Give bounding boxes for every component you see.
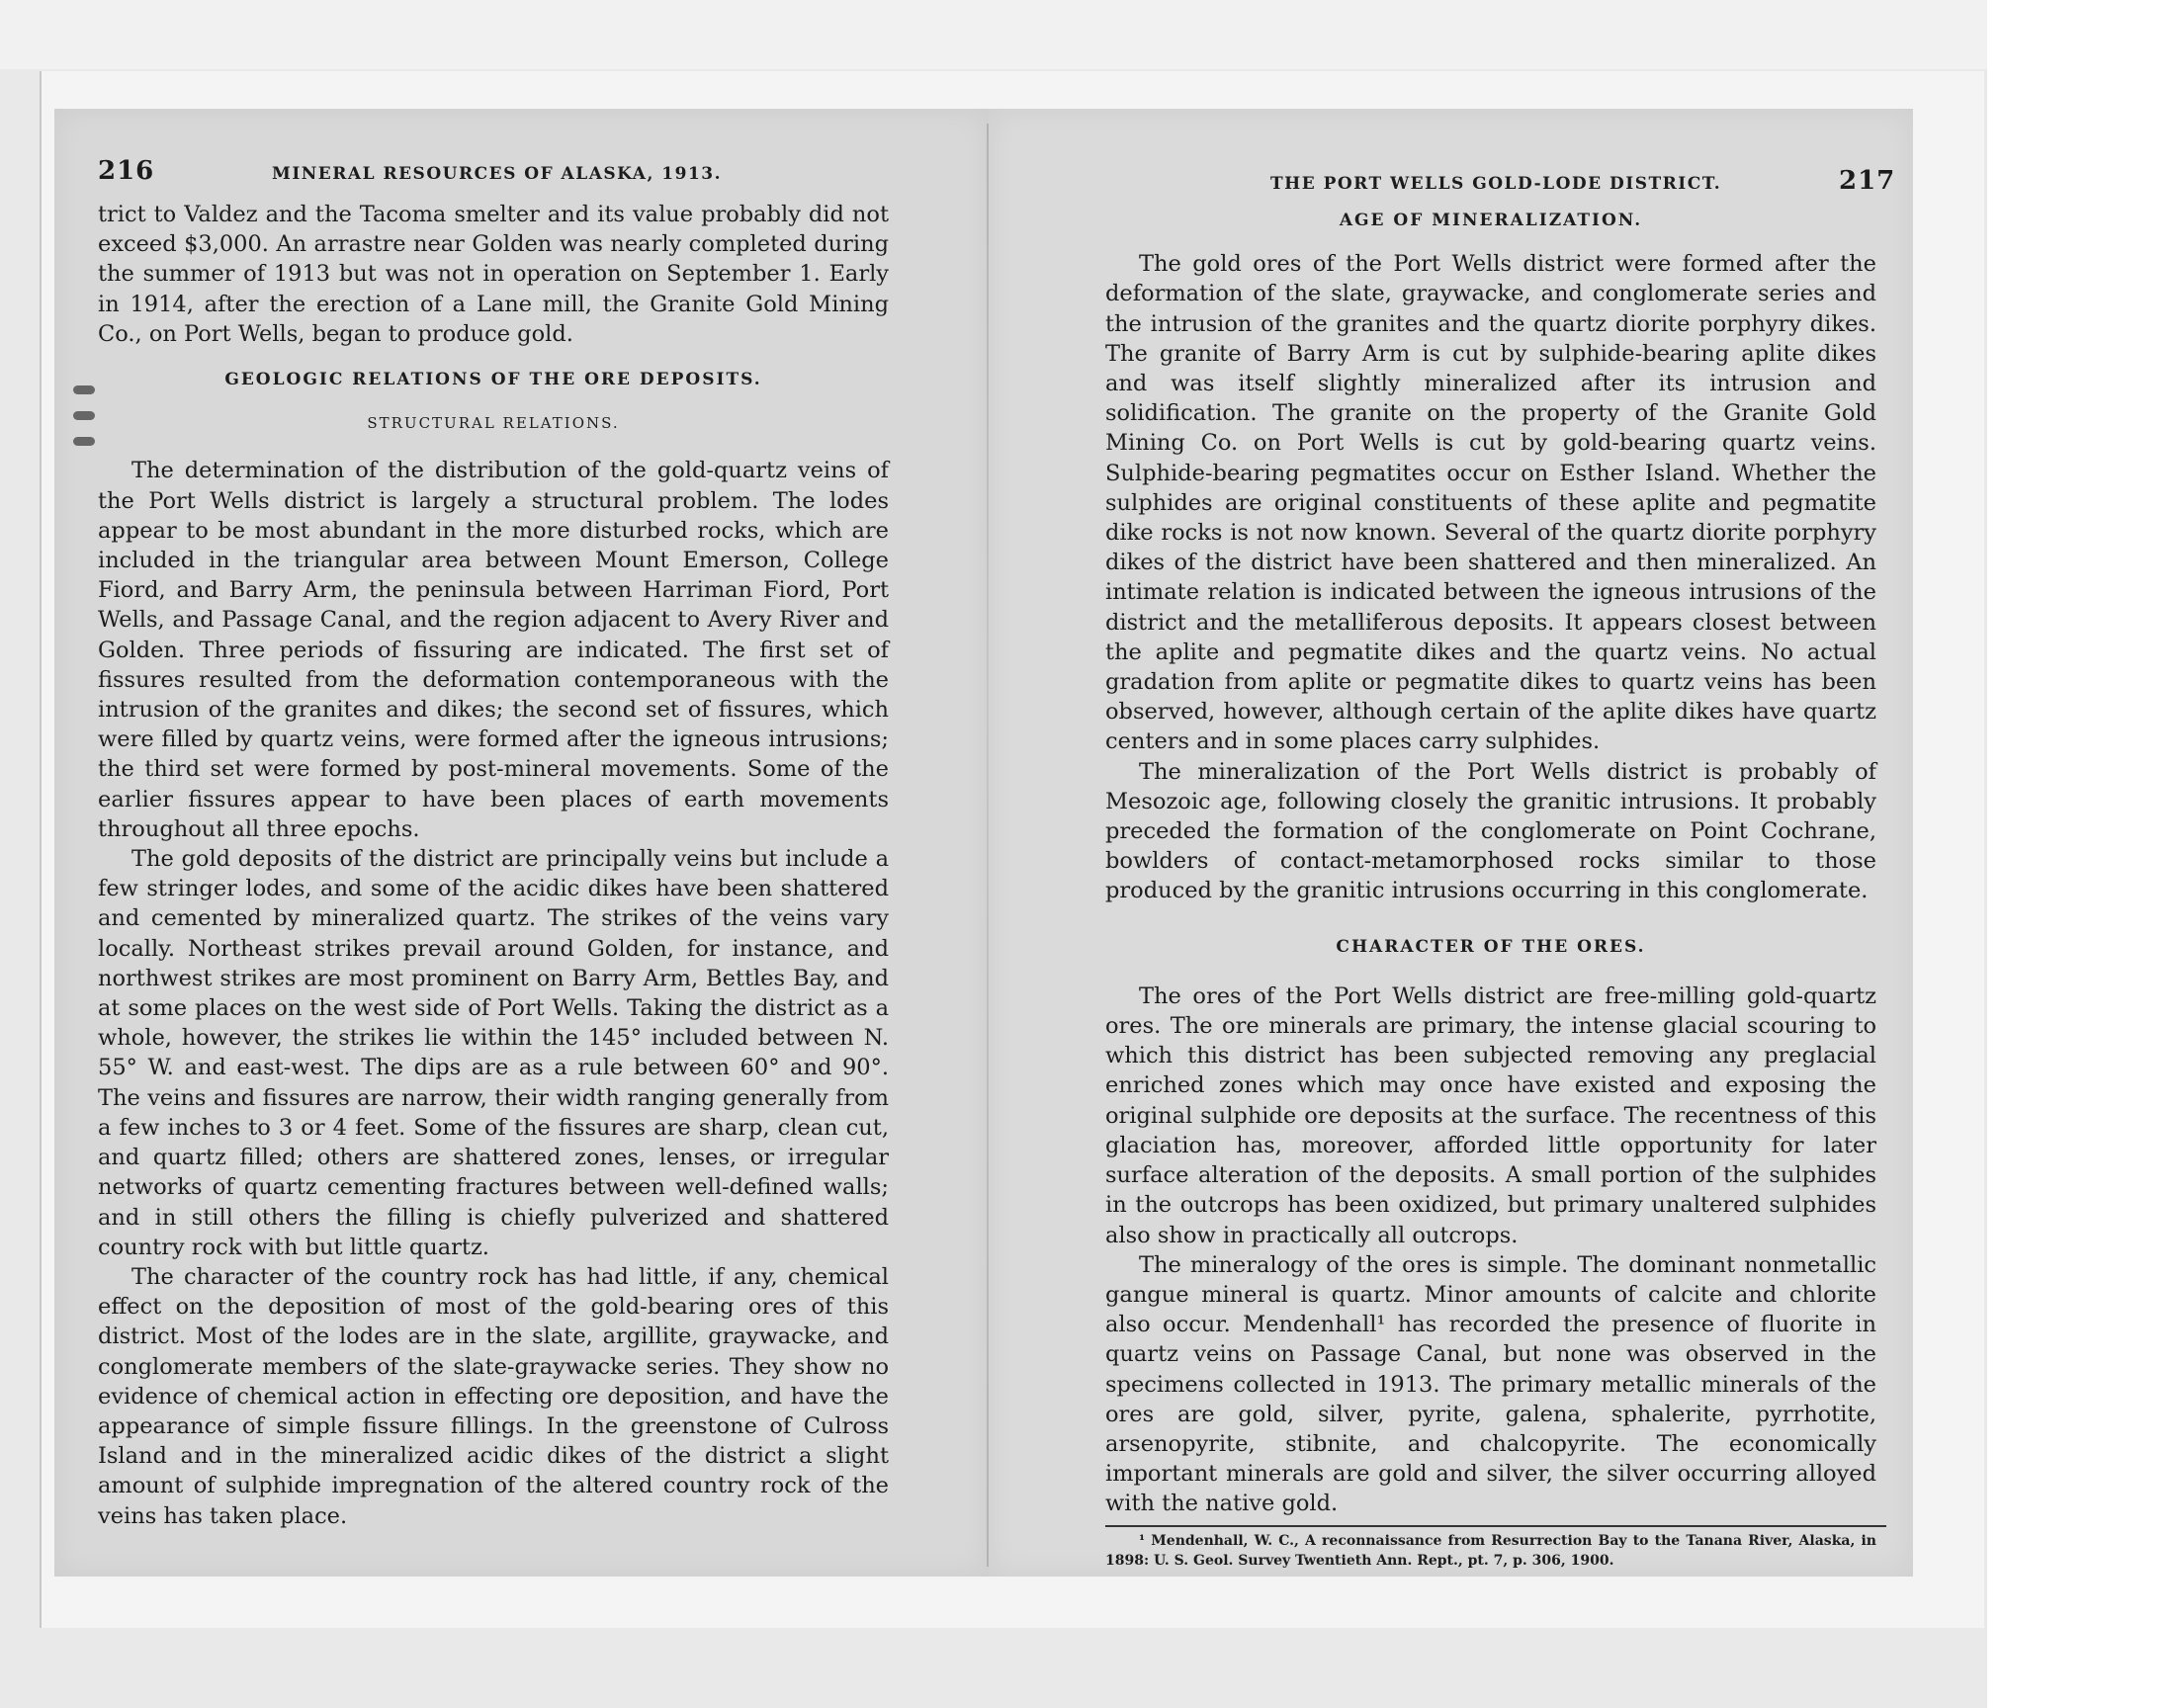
punch-mark (73, 385, 95, 394)
footnote: ¹ Mendenhall, W. C., A reconnaissance from Resurrection Bay to the Tanana River, Alaska, in 1898: U. S. Geol. Survey Twentieth Ann. Rept., pt. 7, p. 306, 1900. (1105, 1532, 1876, 1569)
opening-paragraph: trict to Valdez and the Tacoma smelter and its value probably did not exceed $3,000. An arrastre near Golden was nearly completed during the summer of 1913 but was not in operation on September 1. Early in 1914, after the erection of a Lane mill, the Granite Gold Mining Co., on Port Wells, began to produce gold. (98, 202, 889, 347)
paragraph-structural-1: The determination of the distribution of the gold-quartz veins of the Port Wells district is largely a structural problem. The lodes appear to be most abundant in the more disturbed rocks, which are included in the triangular area between Mount Emerson, College Fiord, and Barry Arm, the peninsula between Harriman Fiord, Port Wells, and Passage Canal, and the region adjacent to Avery River and Golden. Three periods of fissuring are indicated. The first set of fissures resulted from the deformation contemporaneous with the intrusion of the granites and dikes; the second set of fissures, which were filled by quartz veins, were formed after the igneous intrusions; the third set were formed by post-mineral movements. Some of the earlier fissures appear to have been places of earth movements throughout all three epochs. (98, 458, 889, 842)
paragraph-age-2: The mineralization of the Port Wells district is probably of Mesozoic age, following closely the granitic intrusions. It probably preceded the formation of the conglomerate on Point Cochrane, bowlders of contact-metamorphosed rocks similar to those produced by the granitic intrusions occurring in this conglomerate. (1105, 758, 1876, 904)
right-page (989, 109, 1913, 1577)
age-heading: AGE OF MINERALIZATION. (1339, 211, 1643, 230)
footnote-rule (1105, 1525, 1886, 1527)
paragraph-character-2: The mineralogy of the ores is simple. The dominant nonmetallic gangue mineral is quartz. Minor amounts of calcite and chlorite also occur. Mendenhall¹ has recorded the presence of fluorite in quartz veins on Passage Canal, but none was observed in the specimens collected in 1913. The primary metallic minerals of the ores are gold, silver, pyrite, galena, sphalerite, pyrrhotite, arsenopyrite, stibnite, and chalcopyrite. The economically important minerals are gold and silver, the silver occurring alloyed with the native gold. (1105, 1251, 1876, 1517)
scan-top-margin (0, 0, 1987, 69)
running-title-left: MINERAL RESOURCES OF ALASKA, 1913. (272, 164, 723, 184)
subsection-heading: STRUCTURAL RELATIONS. (367, 414, 620, 433)
character-heading: CHARACTER OF THE ORES. (1336, 936, 1646, 957)
page-number-left: 216 (98, 156, 155, 186)
punch-mark (73, 437, 95, 446)
paragraph-structural-3: The character of the country rock has had little, if any, chemical effect on the deposition of most of the gold-bearing ores of this district. Most of the lodes are in the slate, argillite, graywacke, and conglomerate members of the slate-graywacke series. They show no evidence of chemical action in effecting ore deposition, and have the appearance of simple fissure fillings. In the greenstone of Culross Island and in the mineralized acidic dikes of the district a slight amount of sulphide impregnation of the altered country rock of the veins has taken place. (98, 1263, 889, 1529)
left-page (54, 109, 989, 1577)
paragraph-structural-2: The gold deposits of the district are principally veins but include a few stringer lodes, and some of the acidic dikes have been shattered and cemented by mineralized quartz. The strikes of the veins vary locally. Northeast strikes prevail around Golden, for instance, and northwest strikes are most prominent on Barry Arm, Bettles Bay, and at some places on the west side of Port Wells. Taking the district as a whole, however, the strikes lie within the 145° included between N. 55° W. and east-west. The dips are as a rule between 60° and 90°. The veins and fissures are narrow, their width ranging generally from a few inches to 3 or 4 feet. Some of the fissures are sharp, clean cut, and quartz filled; others are shattered zones, lenses, or irregular networks of quartz cementing fractures between well-defined walls; and in still others the filling is chiefly pulverized and shattered country rock with but little quartz. (98, 846, 889, 1260)
page-number-right: 217 (1839, 166, 1896, 196)
running-title-right: THE PORT WELLS GOLD-LODE DISTRICT. (1270, 174, 1722, 194)
punch-mark (73, 411, 95, 420)
right-text-column (1105, 190, 1876, 1571)
paragraph-character-1: The ores of the Port Wells district are free-milling gold-quartz ores. The ore minerals are primary, the intense glacial scouring to which this district has been subjected removing any preglacial enriched zones which may once have existed and exposing the original sulphide ore deposits at the surface. The recentness of this glaciation has, moreover, afforded little opportunity for later surface alteration of the deposits. A small portion of the sulphides in the outcrops has been oxidized, but primary unaltered sulphides also show in practically all outcrops. (1105, 982, 1876, 1248)
section-heading: GEOLOGIC RELATIONS OF THE ORE DEPOSITS. (224, 370, 762, 390)
paragraph-age-1: The gold ores of the Port Wells district were formed after the deformation of the slate, graywacke, and conglomerate series and the intrusion of the granites and the quartz diorite porphyry dikes. The granite of Barry Arm is cut by sulphide-bearing aplite dikes and was itself slightly mineralized after its intrusion and solidification. The granite on the property of the Granite Gold Mining Co. on Port Wells is cut by gold-bearing quartz veins. Sulphide-bearing pegmatites occur on Esther Island. Whether the sulphides are original constituents of these aplite and pegmatite dike rocks is not now known. Several of the quartz diorite porphyry dikes of the district have been shattered and then mineralized. An intimate relation is indicated between the igneous intrusions of the district and the metalliferous deposits. It appears closest between the aplite and pegmatite dikes and the quartz veins. No actual gradation from aplite or pegmatite dikes to quartz veins has been observed, however, although certain of the aplite dikes have quartz centers and in some places carry sulphides. (1105, 251, 1876, 755)
left-text-column (98, 200, 889, 1531)
